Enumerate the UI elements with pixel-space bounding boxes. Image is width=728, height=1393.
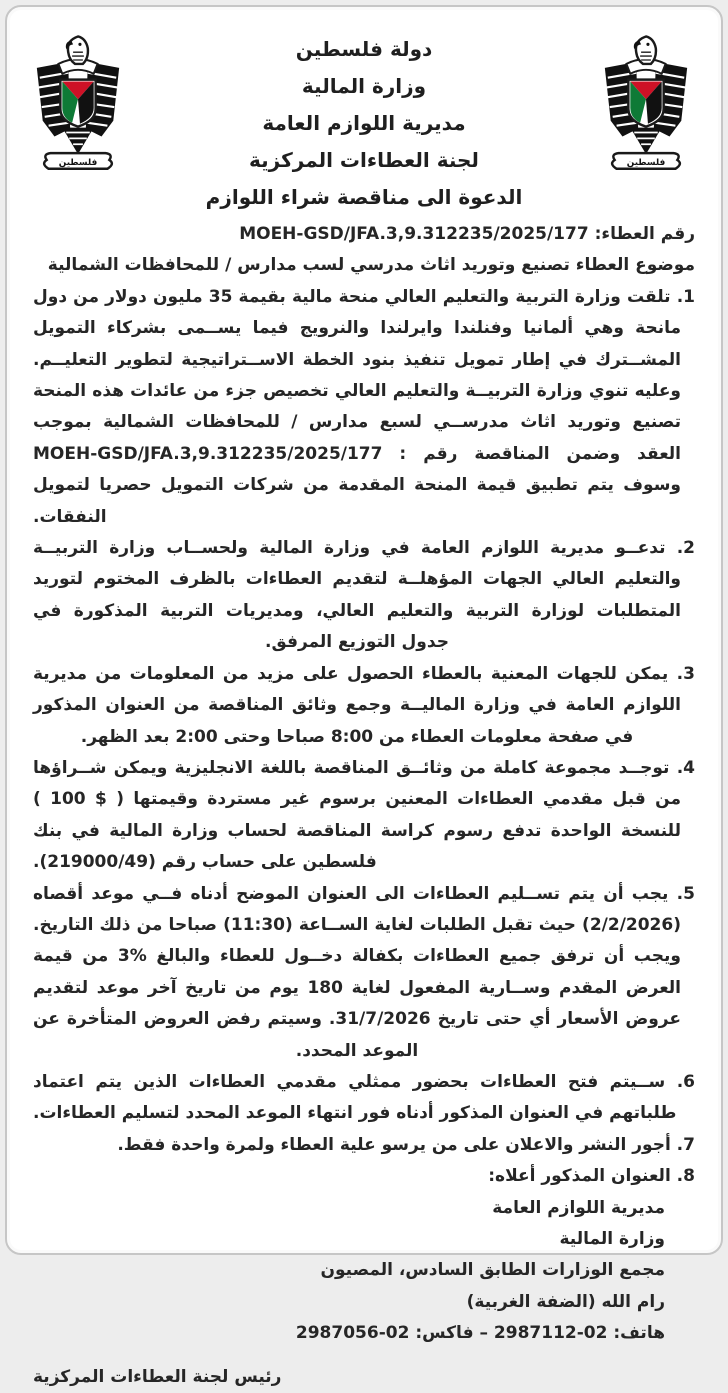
header-line-state: دولة فلسطين [295, 37, 433, 61]
address-line-ministry: وزارة المالية [559, 1229, 665, 1249]
tender-item-7: 7. أجور النشر والاعلان على من يرسو علية العطاء ولمرة واحدة فقط. [117, 1134, 695, 1155]
address-line-building: مجمع الوزارات الطابق السادس، المصيون [320, 1260, 665, 1281]
tender-item-1: 1. تلقت وزارة التربية والتعليم العالي منحة مالية بقيمة 35 مليون دولار من دول مانحة وهي ألمانيا وفنلندا وايرلندا والنرويج فيما يســمى بشركاء التمويل المشــترك في إطار تمويل تنفيذ بنود الخطة الاســتراتيجية لتطوير التعليــم. وعليه تنوي وزارة التربيــة والتعليم العالي تخصيص جزء من عائدات هذه المنحة تصنيع وتوريد اثاث مدرســي لسبع مدارس / للمحافظات الشمالية بموجب العقد وضمن المناقصة رقم : MOEH-GSD/JFA.3,9.312235/2025/177 وسوف يتم تطبيق قيمة المنحة المقدمة من شركات التمويل حصريا لتمويل النفقات. [33, 286, 695, 527]
header-line-committee: لجنة العطاءات المركزية [249, 148, 479, 172]
header-title-block [147, 31, 581, 216]
header-line-ministry: وزارة المالية [301, 74, 427, 98]
tender-item-2: 2. تدعــو مديرية اللوازم العامة في وزارة المالية ولحســاب وزارة التربيــة والتعليم العالي الجهات المؤهلــة لتقديم العطاءات بالظرف المختوم لتوريد المتطلبات لوزارة التربية والتعليم العالي، ومديريات التربية المذكورة في جدول التوزيع المرفق. [33, 538, 695, 653]
address-line-city: رام الله (الضفة الغربية) [466, 1291, 665, 1312]
header-line-invitation: الدعوة الى مناقصة شراء اللوازم [205, 185, 523, 209]
address-line-phone-fax: هاتف: 02-2987112 – فاكس: 02-2987056 [295, 1323, 665, 1344]
document-sheet [5, 5, 723, 1387]
tender-item-4: 4. توجــد مجموعة كاملة من وثائــق المناقصة باللغة الانجليزية ويمكن شــراؤها من قبل مقدمي العطاءات المعنين برسوم غير مستردة وقيمتها ( $ 100 ) للنسخة الواحدة تدفع رسوم كراسة المناقصة لحساب وزارة المالية في بنك فلسطين على حساب رقم (219000/49). [33, 757, 695, 873]
address-block [33, 1193, 695, 1350]
tender-subject-line: موضوع العطاء تصنيع وتوريد اثاث مدرسي لسب مدارس / للمحافظات الشمالية [47, 255, 695, 276]
tender-item-3: 3. يمكن للجهات المعنية بالعطاء الحصول على مزيد من المعلومات من مديرية اللوازم العامة في وزارة الماليــة وجمع وثائق المناقصة من العنوان المذكور في صفحة معلومات العطاء من 8:00 صباحا وحتى 2:00 بعد الظهر. [33, 663, 695, 747]
palestine-emblem-icon [597, 33, 695, 185]
palestine-emblem-icon [29, 33, 127, 185]
tender-number-line: رقم العطاء: MOEH-GSD/JFA.3,9.312235/2025/177 [239, 224, 695, 244]
signature-line: رئيس لجنة العطاءات المركزية [33, 1366, 282, 1387]
tender-conditions-list [33, 282, 695, 1193]
address-line-directorate: مديرية اللوازم العامة [492, 1197, 665, 1218]
tender-item-8: 8. العنوان المذكور أعلاه: [488, 1166, 695, 1187]
tender-item-5: 5. يجب أن يتم تســليم العطاءات الى العنوان الموضح أدناه فــي موعد أقصاه (2/2/2026) حيث تقبل الطلبات لغاية الســاعة (11:30) صباحا من ذلك التاريخ. ويجب أن ترفق جميع العطاءات بكفالة دخــول للعطاء والبالغ %3 من قيمة العرض المقدم وســارية المفعول لغاية 180 يوم من تاريخ آخر موعد لتقديم عروض الأسعار أي حتى تاريخ 31/7/2026. وسيتم رفض العروض المتأخرة عن الموعد المحدد. [33, 883, 695, 1061]
document-header [7, 7, 721, 209]
tender-item-6: 6. ســيتم فتح العطاءات بحضور ممثلي مقدمي العطاءات الذين يتم اعتماد طلباتهم في العنوان المذكور أدناه فور انتهاء الموعد المحدد لتسليم العطاءات. [33, 1071, 695, 1124]
header-line-directorate: مديرية اللوازم العامة [262, 111, 466, 135]
document-body [33, 219, 695, 1393]
